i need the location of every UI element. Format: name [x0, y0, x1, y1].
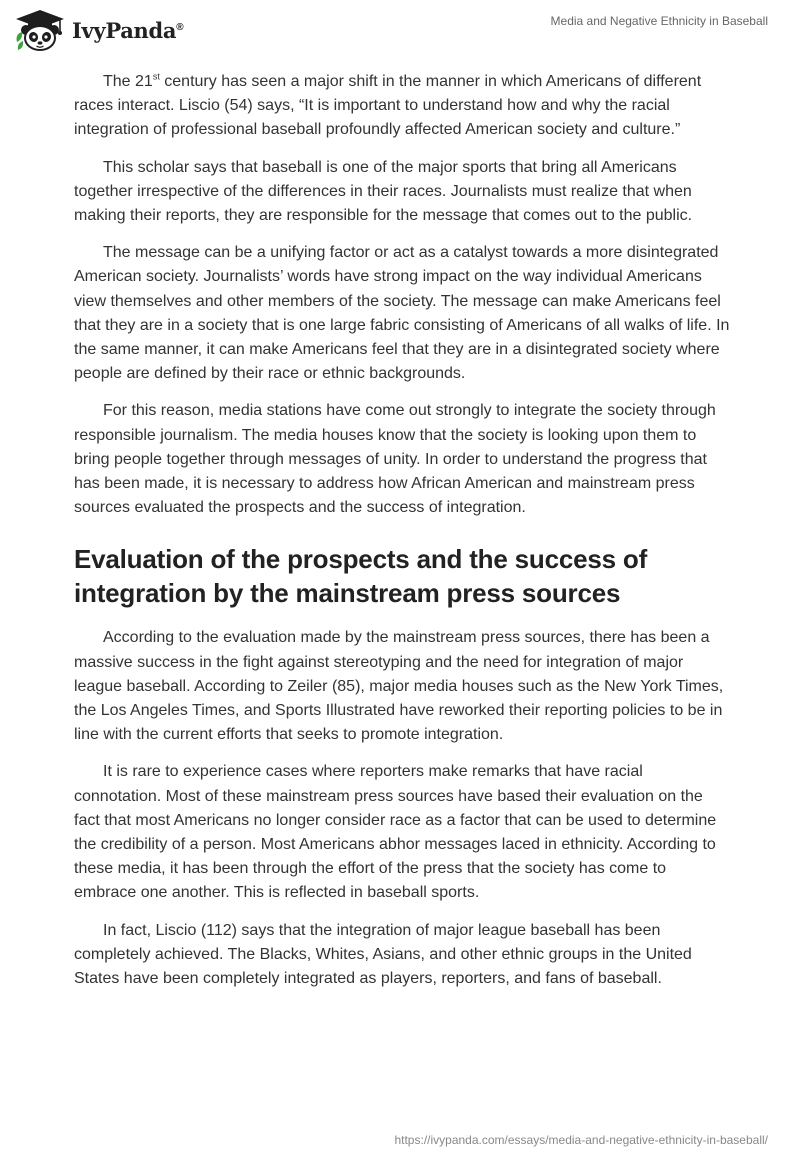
source-url-link[interactable]: https://ivypanda.com/essays/media-and-negative-ethnicity-in-baseball/: [394, 1133, 768, 1147]
brand-name: IvyPanda®: [72, 17, 184, 43]
paragraph: For this reason, media stations have come out strongly to integrate the society through responsible journalism. The media houses know that the society is looking upon them to bring people together through messages of unity. In order to understand the progress that has been made, it is necessary to address how African American and mainstream press sources evaluated the prospects and the success of integration.: [74, 402, 716, 517]
ivypanda-logo[interactable]: [14, 8, 183, 52]
paragraph: It is rare to experience cases where reporters make remarks that have racial connotation. Most of these mainstream press sources have based their evaluation on the fact that most Americans no longer consider race as a factor that can be used to determine the credibility of a person. Most Americans abhor messages laced in ethnicity. According to these media, it has been through the effort of the press that the society has come to embrace one another. This is reflected in baseball sports.: [74, 763, 717, 902]
panda-graduate-icon: [14, 8, 66, 52]
section-heading: Evaluation of the prospects and the success of integration by the mainstream press sources: [74, 544, 648, 609]
page-header: [0, 0, 800, 60]
essay-body: [74, 70, 730, 1004]
paragraph: The 21st century has seen a major shift in the manner in which Americans of different races interact. Liscio (54) says, “It is important to understand how and why the racial integration of professional baseball profoundly affected American society and culture.”: [74, 71, 702, 139]
paragraph: In fact, Liscio (112) says that the integration of major league baseball has been completely achieved. The Blacks, Whites, Asians, and other ethnic groups in the United States have been completely integrated as players, reporters, and fans of baseball.: [74, 921, 692, 988]
paragraph: This scholar says that baseball is one of the major sports that bring all Americans together irrespective of the differences in their races. Journalists must realize that when making their reports, they are responsible for the message that comes out to the public.: [74, 158, 693, 225]
paragraph: The message can be a unifying factor or act as a catalyst towards a more disintegrated American society. Journalists’ words have strong impact on the way individual Americans view themselves and other members of the society. The message can make Americans feel that they are in a society that is one large fabric consisting of Americans of all walks of life. In the same manner, it can make Americans feel that they are in a disintegrated society where people are defined by their race or ethnic backgrounds.: [74, 244, 730, 383]
document-title: Media and Negative Ethnicity in Baseball: [550, 14, 768, 28]
paragraph: According to the evaluation made by the mainstream press sources, there has been a massive success in the fight against stereotyping and the need for integration of major league baseball. According to Zeiler (85), major media houses such as the New York Times, the Los Angeles Times, and Sports Illustrated have reworked their reporting policies to be in line with the current efforts that seeks to promote integration.: [74, 629, 724, 744]
